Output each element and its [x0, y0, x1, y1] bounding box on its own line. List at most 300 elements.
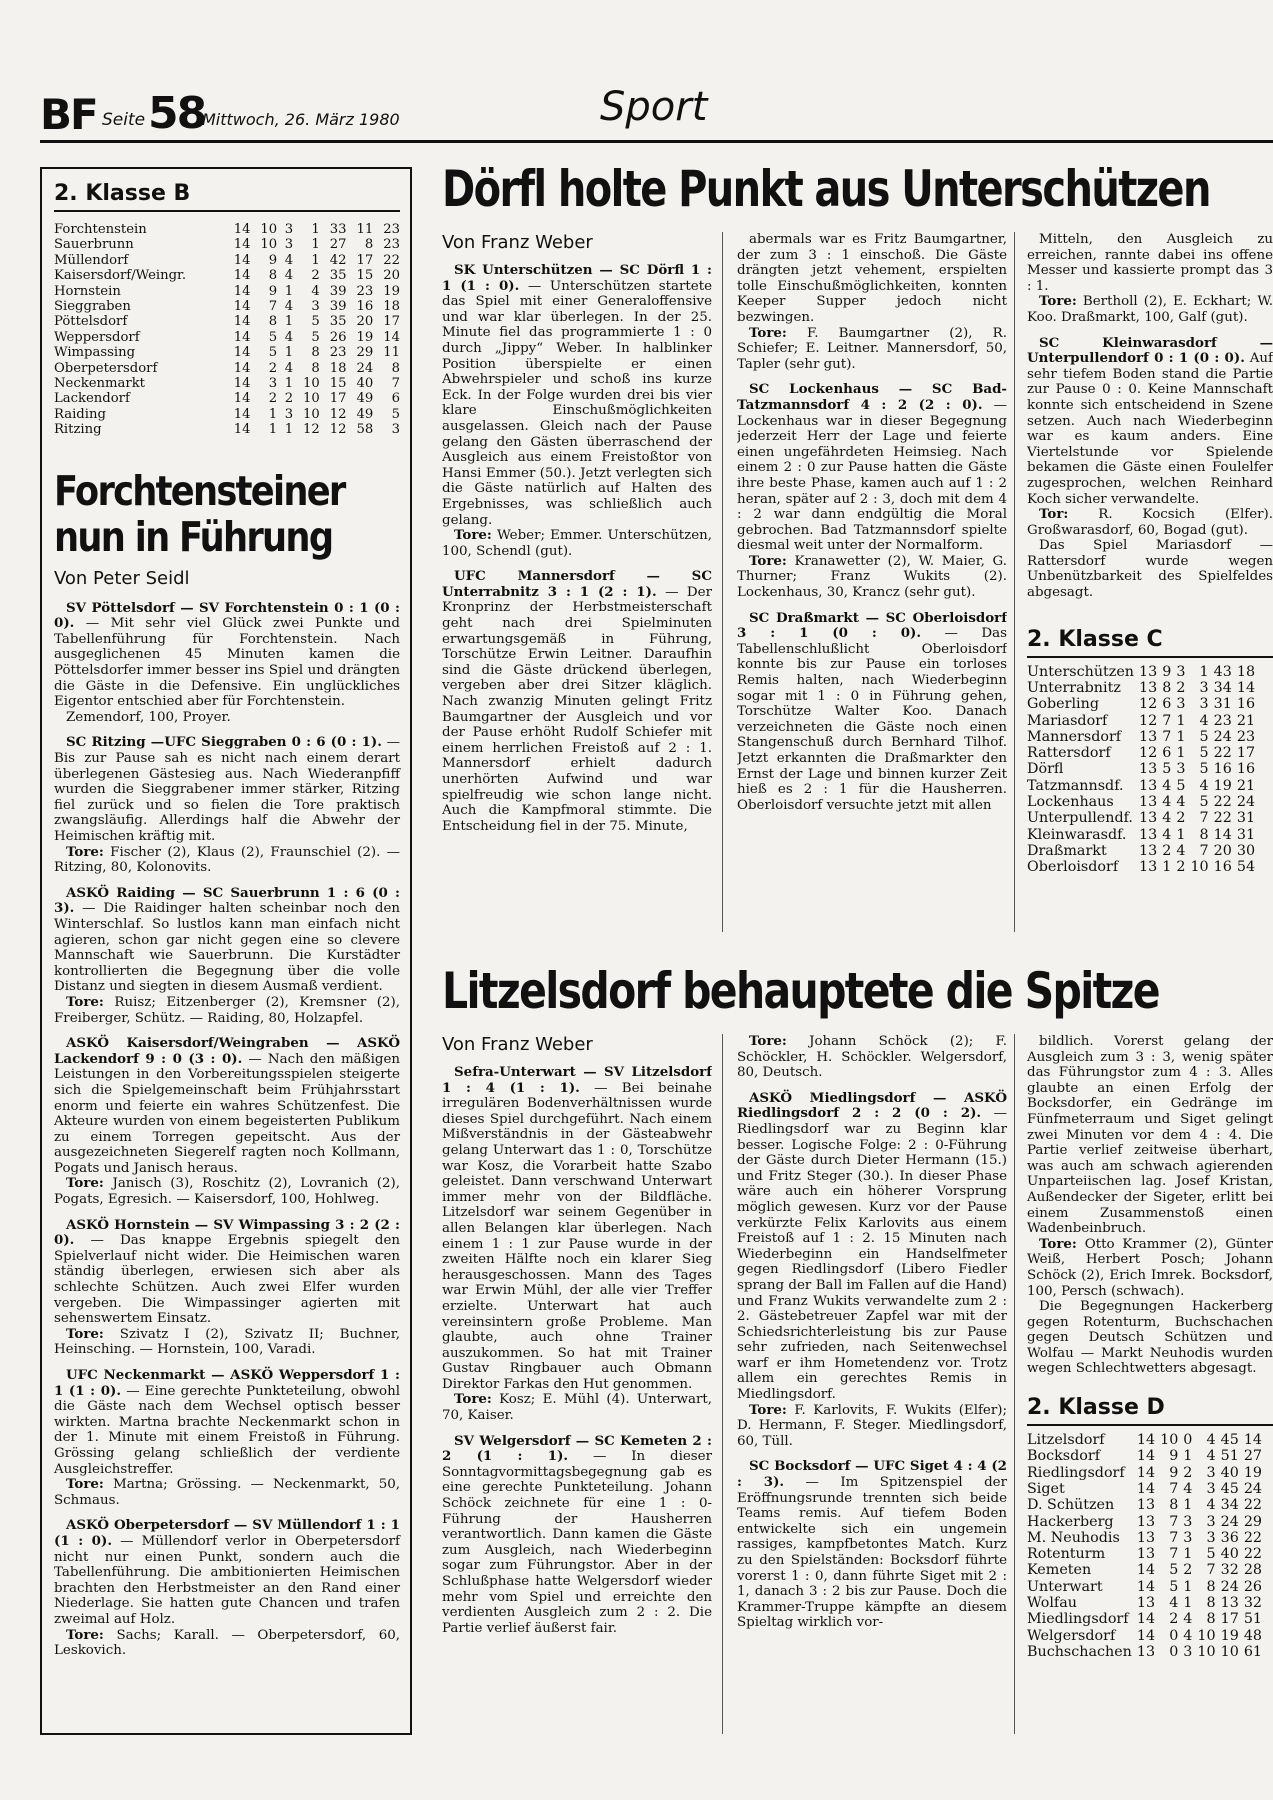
table-cell: 14 [1136, 1627, 1156, 1644]
table-row [54, 268, 400, 283]
table-cell: 3 [284, 237, 294, 253]
team-name: Buchschachen [1027, 1643, 1132, 1660]
team-name: Forchtenstein [54, 222, 147, 237]
table-row [1027, 729, 1255, 745]
table-cell: 11 [383, 345, 400, 361]
paragraph-lead: ASKÖ Raiding — SC Sauerbrunn 1 : 6 (0 : 3). [54, 884, 400, 917]
table-cell: 7 [391, 376, 400, 392]
table-cell: 14 [233, 283, 251, 299]
column-divider [1014, 232, 1015, 932]
table-cell: 5 [1199, 745, 1209, 762]
paragraph-lead: Tore: [749, 552, 787, 569]
table-cell: 19 [1243, 1464, 1263, 1481]
paragraph [54, 1327, 400, 1358]
team-name: Sauerbrunn [54, 237, 134, 253]
team-name: Unterschützen [1027, 663, 1135, 680]
paragraph-lead: SV Pöttelsdorf — SV Forchtenstein 0 : 1 (0 : 0). [54, 599, 400, 632]
table-cell: 13 [1136, 1546, 1156, 1563]
table-cell: 9 [1169, 1464, 1179, 1481]
table-cell: 2 [1183, 1562, 1193, 1579]
table-cell: 14 [233, 329, 251, 345]
paragraph [737, 326, 1007, 373]
paragraph-text: — Eine gerechte Punkteteilung, obwohl die Gäste nach dem Wechsel optisch besser wirkten. Martna brachte Neckenmarkt schon in der 1. Minute mit einem Freistoß in Führung. Grössing gelang schließlich der verdiente Ausgleichstreffer. [54, 1383, 400, 1477]
table-row [54, 237, 400, 252]
table-cell: 4 [1169, 1595, 1179, 1612]
table-cell: 1 [268, 406, 278, 422]
paragraph [54, 1218, 400, 1327]
table-cell: 8 [1162, 679, 1172, 696]
table-cell: 4 [1162, 794, 1172, 811]
table-cell: 7 [1162, 728, 1172, 745]
table-row [1027, 1579, 1262, 1595]
left-article-body [54, 601, 400, 1659]
paragraph-text: Sachs; Karall. — Oberpetersdorf, 60, Leskovich. [54, 1627, 400, 1659]
table-cell: 14 [1213, 826, 1232, 843]
team-name: Unterrabnitz [1027, 679, 1121, 696]
table-cell: 14 [233, 360, 251, 376]
table-cell: 8 [268, 268, 278, 284]
table-cell: 19 [1213, 777, 1232, 794]
paragraph-lead: ASKÖ Miedlingsdorf — ASKÖ Riedlingsdorf 2 : 2 (0 : 2). [737, 1089, 1007, 1122]
paragraph-text: F. Karlovits, F. Wukits (Elfer); D. Hermann, F. Steger. Miedlingsdorf, 60, Tüll. [737, 1402, 1007, 1449]
table-cell: 2 [1176, 679, 1186, 696]
table-cell: 3 [1176, 696, 1186, 713]
team-name: Hornstein [54, 283, 121, 299]
table-cell: 3 [284, 222, 294, 237]
table-cell: 7 [1162, 712, 1172, 729]
table-cell: 4 [1162, 777, 1172, 794]
table-cell: 13 [1139, 794, 1158, 811]
team-name: Tatzmannsdf. [1027, 777, 1124, 794]
table-cell: 2 [1162, 842, 1172, 859]
table-cell: 20 [1213, 842, 1232, 859]
paragraph-lead: SC Ritzing —UFC Sieggraben 0 : 6 (0 : 1). [66, 734, 382, 751]
table-cell: 4 [311, 283, 320, 299]
table-cell: 1 [1176, 712, 1186, 729]
column-divider [1014, 1034, 1015, 1734]
table-cell: 1 [284, 345, 294, 361]
table-cell: 14 [233, 252, 251, 268]
paragraph-text: Otto Krammer (2), Günter Weiß, Herbert Posch; Johann Schöck (2), Erich Imrek. Bocksdorf, 100, Persch (schwach). [1027, 1236, 1273, 1299]
paragraph [1027, 1034, 1273, 1237]
table-cell: 7 [1169, 1529, 1179, 1546]
table-cell: 49 [356, 406, 374, 422]
table-cell: 5 [1199, 761, 1209, 778]
table-cell: 17 [356, 252, 374, 268]
team-name: Mariasdorf [1027, 712, 1108, 729]
table-cell: 9 [1169, 1448, 1179, 1465]
table-cell: 10 [1160, 1432, 1179, 1449]
table-cell: 58 [356, 422, 374, 438]
team-name: Riedlingsdorf [1027, 1464, 1125, 1481]
table-row [54, 345, 400, 360]
table-row [54, 253, 400, 268]
standings-table-klasse-b [54, 222, 400, 438]
table-cell: 14 [1136, 1448, 1156, 1465]
table-row [1027, 1595, 1262, 1611]
paragraph-text: — Lockenhaus war in dieser Begegnung jederzeit Herr der Lage und feierte einen ungefährdeten Heimsieg. Nach einem 2 : 0 zur Pause hatten die Gäste ihre beste Phase, kamen auch auf 1 : 2 heran, später auf 2 : 3, doch mit dem 4 : 2 war dann endgültig die Moral gebrochen. Bad Tatzmannsdorf spielte diesmal weit unter der Normalform. [737, 397, 1007, 554]
masthead-logo: BF [40, 90, 97, 139]
table-cell: 27 [1243, 1448, 1263, 1465]
table-title-rule-d [1027, 1424, 1273, 1426]
paragraph-lead: Tore: [1039, 1235, 1077, 1252]
table-cell: 1 [1183, 1595, 1193, 1612]
column-divider [722, 232, 723, 932]
table-cell: 9 [268, 252, 278, 268]
table-cell: 13 [1139, 859, 1158, 876]
table-row [1027, 664, 1255, 680]
table-cell: 31 [1236, 826, 1256, 843]
table-title-klasse-b: 2. Klasse B [54, 181, 191, 206]
team-name: Hackerberg [1027, 1513, 1114, 1530]
table-row [54, 299, 400, 314]
table-cell: 8 [1199, 826, 1209, 843]
paragraph-text: Johann Schöck (2); F. Schöckler, H. Schöckler. Welgersdorf, 80, Deutsch. [737, 1034, 1007, 1081]
table-cell: 3 [1206, 1529, 1216, 1546]
paragraph-lead: UFC Neckenmarkt — ASKÖ Weppersdorf 1 : 1 (1 : 0). [54, 1367, 400, 1399]
team-name: Draßmarkt [1027, 842, 1107, 859]
table-row [1027, 1465, 1262, 1481]
table-row [1027, 1432, 1262, 1448]
team-name: Litzelsdorf [1027, 1432, 1105, 1449]
table-cell: 35 [329, 268, 347, 284]
table-row [1027, 1562, 1262, 1578]
table-cell: 8 [311, 345, 320, 361]
table-cell: 1 [1176, 728, 1186, 745]
table-cell: 10 [1220, 1643, 1239, 1660]
table-cell: 22 [1213, 794, 1232, 811]
table-cell: 4 [1199, 712, 1209, 729]
table-cell: 32 [1243, 1595, 1263, 1612]
table-cell: 7 [268, 299, 278, 315]
table-cell: 39 [329, 299, 347, 315]
paragraph-text: — Das knappe Ergebnis spiegelt den Spielverlauf nicht wider. Die Heimischen waren ständig überlegen, erwiesen sich aber als schlechte Schützen. Auch zwei Elfer wurden vergeben. Die Wimpassinger agierten mit sehenswertem Einsatz. [54, 1233, 400, 1327]
paragraph [737, 1403, 1007, 1450]
team-name: Welgersdorf [1027, 1627, 1116, 1644]
table-cell: 3 [1183, 1513, 1193, 1530]
table-cell: 27 [329, 237, 347, 253]
paragraph-text: Bertholl (2), E. Eckhart; W. Koo. Draßmarkt, 100, Galf (gut). [1027, 294, 1273, 325]
table-cell: 10 [1197, 1643, 1216, 1660]
table-row [1027, 810, 1255, 826]
table-cell: 1 [311, 222, 320, 237]
article1-col2-body [737, 232, 1007, 813]
paragraph-text: abermals war es Fritz Baumgartner, der zum 3 : 1 einschoß. Die Gäste drängten jetzt vehement, erspielten tolle Einschußmöglichkeiten, konnten Keeper Supper jedoch nicht bezwingen. [737, 232, 1007, 325]
paragraph-text: — Müllendorf verlor in Oberpetersdorf nicht nur einen Punkt, sondern auch die Tabellenführung. Die ambitionierten Heimischen brachten den Herbstmeister an den Rand einer Niederlage. Sie hatten gute Chancen und trafen zweimal auf Holz. [54, 1533, 400, 1627]
table-cell: 18 [383, 299, 400, 315]
table-cell: 1 [1183, 1546, 1193, 1563]
table-cell: 6 [1162, 696, 1172, 713]
table-cell: 14 [233, 422, 251, 438]
table-cell: 18 [1236, 663, 1256, 680]
table-cell: 5 [391, 406, 400, 422]
table-cell: 8 [1206, 1578, 1216, 1595]
table-row [1027, 745, 1255, 761]
table-cell: 5 [1169, 1562, 1179, 1579]
table-cell: 16 [1213, 859, 1232, 876]
table-cell: 24 [1236, 794, 1256, 811]
table-cell: 29 [1243, 1513, 1263, 1530]
team-name: Dörfl [1027, 761, 1064, 778]
table-cell: 14 [1136, 1611, 1156, 1628]
article2-col2 [737, 1034, 1007, 1734]
paragraph-lead: ASKÖ Oberpetersdorf — SV Müllendorf 1 : 1 (1 : 0). [54, 1517, 400, 1549]
team-name: Rattersdorf [1027, 745, 1111, 762]
team-name: Unterpullendf. [1027, 810, 1133, 827]
paragraph-lead: Tore: [454, 527, 492, 544]
table-cell: 40 [1220, 1464, 1239, 1481]
table-title-klasse-d: 2. Klasse D [1027, 1395, 1165, 1421]
table-cell: 12 [1139, 745, 1158, 762]
table-cell: 9 [1162, 663, 1172, 680]
paragraph [737, 554, 1007, 601]
table-cell: 5 [1199, 728, 1209, 745]
table-cell: 4 [1206, 1497, 1216, 1514]
table-cell: 4 [284, 299, 294, 315]
table-cell: 5 [1206, 1546, 1216, 1563]
table-cell: 31 [1236, 810, 1256, 827]
paragraph-lead: Tore: [1039, 293, 1077, 310]
team-name: Mannersdorf [1027, 728, 1122, 745]
table-cell: 17 [1236, 745, 1256, 762]
table-cell: 2 [268, 391, 278, 407]
table-row [54, 361, 400, 376]
table-cell: 45 [1220, 1432, 1239, 1449]
paragraph [54, 1036, 400, 1176]
paragraph-lead: UFC Mannersdorf — SC Unterrabnitz 3 : 1 (2 : 1). [442, 568, 712, 600]
table-cell: 9 [268, 283, 278, 299]
table-cell: 1 [284, 376, 294, 392]
table-cell: 8 [311, 360, 320, 376]
paragraph-lead: ASKÖ Kaisersdorf/Weingraben — ASKÖ Lackendorf 9 : 0 (3 : 0). [54, 1035, 400, 1067]
table-cell: 30 [1236, 842, 1256, 859]
table-cell: 4 [1206, 1432, 1216, 1449]
table-cell: 14 [1243, 1432, 1263, 1449]
team-name: Rotenturm [1027, 1546, 1106, 1563]
table-cell: 13 [1136, 1497, 1156, 1514]
table-cell: 7 [1199, 842, 1209, 859]
article2-col1 [442, 1034, 712, 1734]
article1-col1 [442, 232, 712, 940]
table-cell: 34 [1220, 1497, 1239, 1514]
table-cell: 3 [1176, 761, 1186, 778]
table-cell: 35 [329, 314, 347, 330]
table-cell: 40 [356, 376, 374, 392]
paragraph [1027, 538, 1273, 600]
column-divider [722, 1034, 723, 1734]
page-label: Seite [102, 110, 146, 130]
paragraph [54, 601, 400, 710]
issue-date: Mittwoch, 26. März 1980 [202, 110, 400, 129]
table-cell: 15 [329, 376, 347, 392]
table-cell: 1 [311, 237, 320, 253]
table-cell: 1 [1162, 859, 1172, 876]
table-cell: 6 [391, 391, 400, 407]
table-row [54, 330, 400, 345]
paragraph [54, 845, 400, 876]
table-cell: 23 [1213, 712, 1232, 729]
table-cell: 51 [1243, 1611, 1263, 1628]
table-cell: 8 [364, 237, 374, 253]
table-cell: 29 [356, 345, 374, 361]
table-cell: 7 [1169, 1546, 1179, 1563]
table-cell: 1 [1176, 745, 1186, 762]
paragraph-lead: Tore: [749, 1034, 787, 1049]
table-cell: 8 [1169, 1497, 1179, 1514]
article1-col3-body [1027, 232, 1273, 601]
table-cell: 49 [356, 391, 374, 407]
table-cell: 17 [1220, 1611, 1239, 1628]
paragraph [442, 263, 712, 528]
paragraph-text: — Nach den mäßigen Leistungen in den Vorbereitungsspielen steigerte sich die Spielgemeinschaft beim Frühjahrsstart enorm und feierte ein wahres Schützenfest. Die Akteure wurden von einem begeisterten Publikum zu einem Torregen gepeitscht. Aus der ausgezeichneten Siegerelf ragten noch Kollmann, Pogats und Janisch heraus. [54, 1051, 401, 1176]
table-cell: 13 [1139, 826, 1158, 843]
paragraph-text: — Unterschützen startete das Spiel mit einer Generaloffensive und war klar überlegen. In der 25. Minute fiel das programmierte 1 : 0 durch „Jippy“ Weber. In halblinker Position überspielte er einen Abwehrspieler und schoß ins kurze Eck. In der Folge wurden drei bis vier klare Einschußmöglichkeiten ausgelassen. Gleich nach der Pause gelang den Gästen überraschend der Ausgleich aus einem Freistoßtor von Hansi Emmer (50.). Jetzt verlegten sich die Gäste natürlich auf Halten des Ergebnisses, was schließlich auch gelang. [442, 278, 712, 528]
table-cell: 14 [233, 222, 251, 237]
article1-byline: Von Franz Weber [442, 232, 593, 253]
table-cell: 1 [311, 252, 320, 268]
table-row [54, 284, 400, 299]
paragraph-text: — Bis zur Pause sah es nicht nach einem derart überlegenen Gästesieg aus. Nach Wiederanpfiff wurden die Sieggrabener immer stärker, Ritzing fiel zurück und so fielen die Tore praktisch zwangsläufig. Allerdings half die Abwehr der Heimischen kräftig mit. [54, 735, 400, 844]
table-cell: 24 [1243, 1480, 1263, 1497]
left-headline-line-2: nun in Führung [54, 512, 333, 561]
article1-headline: Dörfl holte Punkt aus Unterschützen [442, 160, 1210, 218]
table-cell: 10 [303, 406, 320, 422]
paragraph-text: R. Kocsich (Elfer). Großwarasdorf, 60, Bogad (gut). [1027, 507, 1273, 538]
team-name: Goberling [1027, 696, 1099, 713]
paragraph [442, 528, 712, 559]
table-cell: 42 [329, 252, 347, 268]
table-cell: 16 [356, 299, 374, 315]
table-cell: 14 [383, 329, 400, 345]
table-cell: 10 [303, 376, 320, 392]
paragraph-text: Kranawetter (2), W. Maier, G. Thurner; Franz Wukits (2). Lockenhaus, 30, Krancz (sehr gut). [737, 553, 1007, 601]
table-cell: 22 [1213, 745, 1232, 762]
left-column-box [40, 167, 412, 1735]
table-row [54, 314, 400, 329]
paragraph [54, 1628, 400, 1659]
table-cell: 13 [1220, 1595, 1239, 1612]
paragraph-text: — Im Spitzenspiel der Eröffnungsrunde trennten sich beide Teams remis. Auf tiefem Boden entwickelte sich ein ungemein rassiges, kampfbetontes Match. Kurz zu den Spielständen: Bocksdorf führte vorerst 1 : 0, dann führte Siget mit 2 : 1, danach 3 : 2 bis zur Pause. Doch die Krammer-Truppe kämpfte an diesem Spieltag wirklich vor- [737, 1475, 1007, 1631]
table-cell: 33 [329, 222, 347, 237]
table-cell: 14 [233, 345, 251, 361]
table-cell: 4 [1183, 1480, 1193, 1497]
paragraph-lead: Sefra-Unterwart — SV Litzelsdorf 1 : 4 (1 : 1). [442, 1064, 712, 1096]
table-cell: 8 [268, 314, 278, 330]
team-name: Müllendorf [54, 252, 129, 268]
table-cell: 24 [356, 360, 374, 376]
table-cell: 22 [1243, 1497, 1263, 1514]
table-cell: 11 [356, 222, 374, 237]
table-cell: 1 [284, 314, 294, 330]
table-cell: 0 [1169, 1643, 1179, 1660]
table-row [54, 407, 400, 422]
table-row [1027, 1481, 1262, 1497]
table-cell: 4 [1162, 810, 1172, 827]
table-cell: 7 [1169, 1480, 1179, 1497]
table-cell: 48 [1243, 1627, 1263, 1644]
table-cell: 14 [1136, 1480, 1156, 1497]
paragraph [54, 1518, 400, 1627]
article2-col3 [1027, 1034, 1273, 1734]
table-cell: 2 [1176, 810, 1186, 827]
table-cell: 4 [284, 329, 294, 345]
table-cell: 8 [1206, 1595, 1216, 1612]
paragraph [442, 1434, 712, 1637]
paragraph-lead: Tore: [454, 1391, 492, 1408]
paragraph [737, 232, 1007, 326]
left-headline-line-1: Forchtensteiner [54, 466, 345, 515]
table-cell: 13 [1139, 810, 1158, 827]
paragraph-lead: SC Draßmarkt — SC Oberloisdorf 3 : 1 (0 : 0). [737, 609, 1007, 642]
table-row [54, 222, 400, 237]
table-cell: 28 [1243, 1562, 1263, 1579]
page-header [40, 70, 1273, 142]
table-cell: 45 [1220, 1480, 1239, 1497]
table-row [1027, 1546, 1262, 1562]
table-cell: 1 [284, 422, 294, 438]
table-cell: 7 [1199, 810, 1209, 827]
paragraph-lead: Tore: [66, 1626, 104, 1643]
paragraph-text: — Der Kronprinz der Herbstmeisterschaft geht nach drei Spielminuten erwartungsgemäß in Führung, Torschütze Erwin Leitner. Daraufhin sind die Gäste drückend überlegen, vergeben aber drei Sitzer kläglich. Nach zwanzig Minuten gelingt Fritz Baumgartner der Ausgleich und vor der Pause erhöht Rudolf Schiefer mit einem herrlichen Freistoß auf 2 : 1. Mannersdorf erhielt dadurch unerhörten Aufwind und war spielfreudig wie schon lange nicht. Auch die Kampfmoral stimmte. Die Entscheidung fiel in der 75. Minute, [442, 584, 712, 834]
paragraph-text: — In dieser Sonntagvormittagsbegegnung gab es eine gerechte Punkteteilung. Johann Schöck zeichnete für eine 1 : 0-Führung der Hausherren verantwortlich. Dann kamen die Gäste zum Ausgleich, nach Wiederbeginn sogar zum Führungstor. Aber in der Schlußphase hatte Welgersdorf wieder mehr vom Spiel und erreichte den verdienten Ausgleich zum 2 : 2. Die Partie verlief äußerst fair. [442, 1449, 712, 1636]
table-cell: 40 [1220, 1546, 1239, 1563]
table-cell: 14 [1136, 1562, 1156, 1579]
table-cell: 1 [1183, 1497, 1193, 1514]
table-cell: 3 [391, 422, 400, 438]
team-name: Sieggraben [54, 299, 131, 315]
team-name: Weppersdorf [54, 329, 140, 345]
paragraph-lead: Tore: [749, 324, 787, 341]
table-cell: 24 [1213, 728, 1232, 745]
team-name: Kaisersdorf/Weingr. [54, 268, 187, 284]
paragraph-lead: Tore: [66, 1476, 104, 1493]
table-row [1027, 1611, 1262, 1627]
table-cell: 3 [1206, 1513, 1216, 1530]
table-cell: 1 [1183, 1578, 1193, 1595]
table-cell: 22 [383, 252, 400, 268]
table-cell: 20 [356, 314, 374, 330]
paragraph-lead: Tore: [66, 1175, 104, 1192]
paragraph [737, 1091, 1007, 1403]
paragraph [1027, 336, 1273, 508]
paragraph-lead: SK Unterschützen — SC Dörfl 1 : 1 (1 : 0). [442, 262, 712, 294]
article2-headline: Litzelsdorf behauptete die Spitze [442, 962, 1159, 1020]
paragraph [1027, 1299, 1273, 1377]
paragraph-text: Szivatz I (2), Szivatz II; Buchner, Heinsching. — Hornstein, 100, Varadi. [54, 1326, 400, 1358]
paragraph-text: Das Spiel Mariasdorf — Rattersdorf wurde wegen Unbenützbarkeit des Spielfeldes abgesagt. [1027, 538, 1273, 601]
team-name: Neckenmarkt [54, 376, 145, 392]
paragraph [442, 1065, 712, 1392]
table-cell: 0 [1169, 1627, 1179, 1644]
table-cell: 2 [284, 391, 294, 407]
table-cell: 4 [1162, 826, 1172, 843]
table-cell: 14 [1136, 1432, 1156, 1449]
table-cell: 5 [311, 329, 320, 345]
table-row [1027, 761, 1255, 777]
table-row [1027, 859, 1255, 875]
team-name: Bocksdorf [1027, 1448, 1101, 1465]
paragraph [54, 1477, 400, 1508]
table-row [1027, 1644, 1262, 1660]
table-cell: 5 [268, 329, 278, 345]
table-cell: 14 [233, 391, 251, 407]
paragraph-text: — Das Tabellenschlußlicht Oberloisdorf konnte bis zur Pause ein torloses Remis halten, nach Wiederbeginn sogar mit 1 : 0 in Führung gehen, Torschütze Walter Koo. Danach verzeichneten die Gäste noch einen Stangenschuß durch Bernhard Tilhof. Jetzt erkannten die Draßmarkter den Ernst der Lage und binnen kurzer Zeit hieß es 2 : 1 für die Hausherren. Oberloisdorf versuchte jetzt mit allen [737, 626, 1007, 813]
table-row [1027, 794, 1255, 810]
table-cell: 13 [1139, 777, 1158, 794]
table-cell: 24 [1220, 1513, 1239, 1530]
table-cell: 21 [1236, 712, 1256, 729]
table-cell: 10 [303, 391, 320, 407]
